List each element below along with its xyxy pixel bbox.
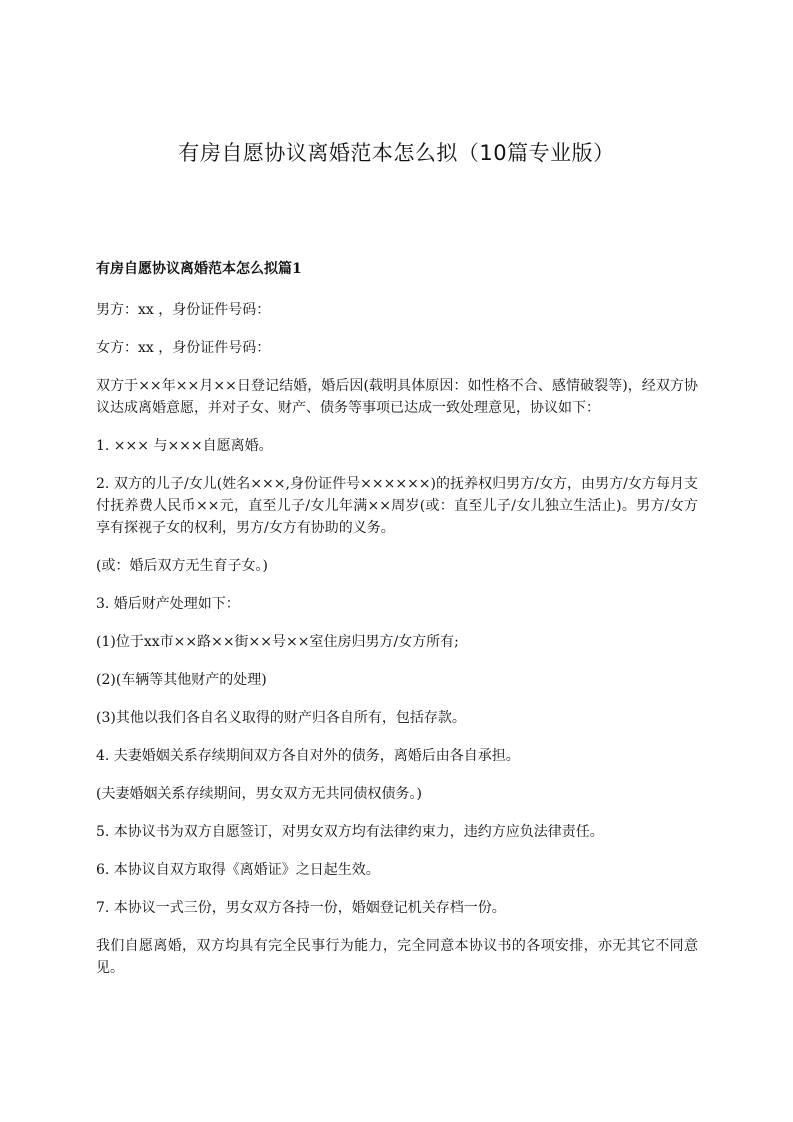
clause-1: 1. ××× 与×××自愿离婚。 xyxy=(96,438,273,454)
clause-5: 5. 本协议书为双方自愿签订，对男女双方均有法律约束力，违约方应负法律责任。 xyxy=(96,824,604,840)
clause-4-alternative: (夫妻婚姻关系存续期间，男女双方无共同债权债务。) xyxy=(96,786,422,802)
clause-3-item-3: (3)其他以我们各自名义取得的财产归各自所有，包括存款。 xyxy=(96,710,466,726)
paragraph-female-party: 女方：xx ，身份证件号码： xyxy=(96,340,271,356)
clause-3-item-2: (2)(车辆等其他财产的处理) xyxy=(96,672,267,688)
clause-3-item-1: (1)位于xx市××路××街××号××室住房归男方/女方所有; xyxy=(96,634,459,650)
clause-7: 7. 本协议一式三份，男女双方各持一份，婚姻登记机关存档一份。 xyxy=(96,900,506,916)
section-heading: 有房自愿协议离婚范本怎么拟篇1 xyxy=(96,261,302,277)
paragraph-male-party: 男方：xx ，身份证件号码： xyxy=(96,302,271,318)
clause-3: 3. 婚后财产处理如下： xyxy=(96,596,240,612)
clause-2-alternative: (或：婚后双方无生育子女。) xyxy=(96,558,268,574)
clause-2: 2. 双方的儿子/女儿(姓名×××,身份证件号××××××)的抚养权归男方/女方，由男方/女方每月支付抚养费人民币××元，直至儿子/女儿年满××周岁(或：直至儿子/女儿独立生活止)。男方/女方享有探视子女的权利，男方/女方有协助的义务。 xyxy=(96,476,698,536)
paragraph-preamble: 双方于××年××月××日登记结婚，婚后因(载明具体原因：如性格不合、感情破裂等)，经双方协议达成离婚意愿，并对子女、财产、债务等事项已达成一致处理意见，协议如下： xyxy=(96,378,698,416)
closing-statement: 我们自愿离婚，双方均具有完全民事行为能力，完全同意本协议书的各项安排，亦无其它不同意见。 xyxy=(96,938,698,976)
document-title: 有房自愿协议离婚范本怎么拟（10篇专业版） xyxy=(178,141,615,165)
document-body xyxy=(96,259,698,995)
clause-4: 4. 夫妻婚姻关系存续期间双方各自对外的债务，离婚后由各自承担。 xyxy=(96,748,520,764)
clause-6: 6. 本协议自双方取得《离婚证》之日起生效。 xyxy=(96,862,380,878)
